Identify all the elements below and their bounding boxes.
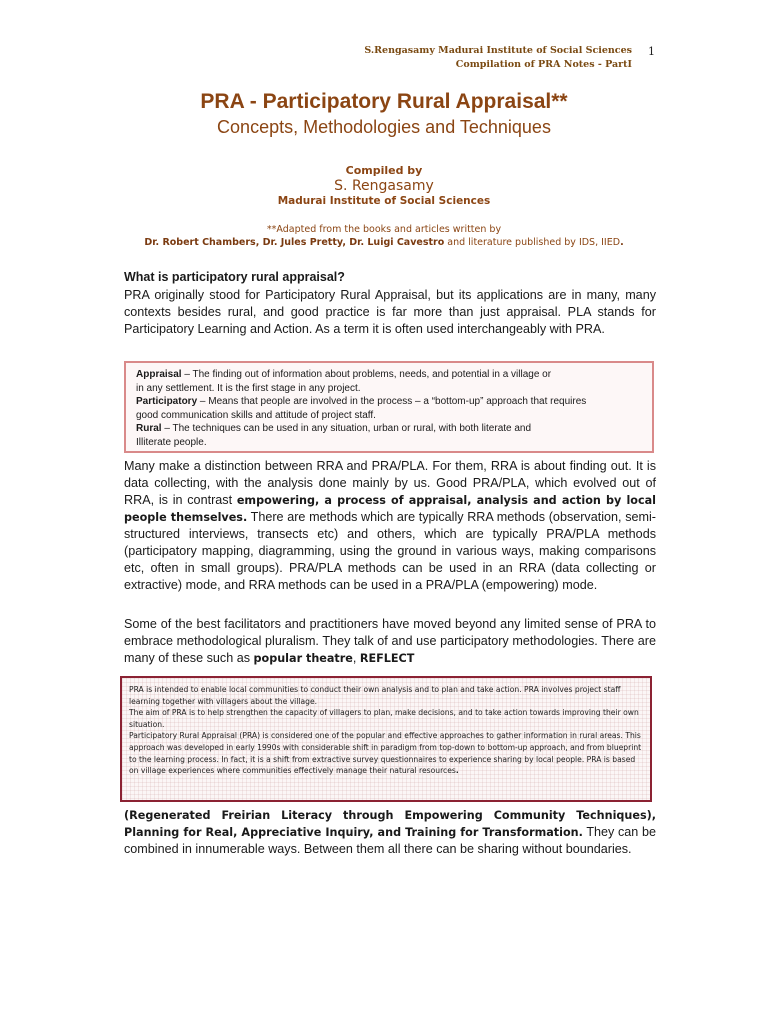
- compiled-by-label: Compiled by: [345, 164, 423, 177]
- source-credits: [0, 237, 768, 248]
- paragraph-text: ,: [352, 651, 360, 665]
- summary-paragraph: PRA is intended to enable local communities to conduct their own analysis and to plan and take action. PRA involves project staff learning together with villagers about the village.: [129, 685, 621, 706]
- paragraph-emphasis: (Regenerated Freirian Literacy through Empowering Community Techniques), Planning for Real, Appreciative Inquiry, and Training for Transformation.: [124, 809, 656, 839]
- pra-summary-box: [120, 676, 652, 802]
- definition-rural: [136, 422, 644, 436]
- author-name: S. Rengasamy: [334, 178, 434, 194]
- source-publishers: and literature published by IDS, IIED: [444, 237, 621, 248]
- definitions-box: [124, 361, 654, 453]
- definition-appraisal: [136, 368, 644, 382]
- document-subtitle: Concepts, Methodologies and Techniques: [217, 117, 551, 137]
- paragraph-emphasis: empowering, a process of appraisal, analysis and action by local people themselves.: [124, 494, 656, 524]
- source-period: .: [620, 237, 624, 248]
- definition-text: – Means that people are involved in the process – a “bottom-up” approach that requires: [197, 396, 587, 407]
- definition-participatory: [136, 395, 644, 409]
- running-header: [364, 44, 632, 72]
- paragraph-text: They can be combined in innumerable ways. Between them all there can be sharing without boundaries.: [124, 825, 656, 856]
- paragraph-emphasis: popular theatre: [253, 652, 353, 665]
- page-number: 1: [648, 45, 655, 58]
- author-institute: Madurai Institute of Social Sciences: [277, 195, 491, 207]
- summary-text: Participatory Rural Appraisal (PRA) is considered one of the popular and effective approaches to gather information in rural areas. This approach was developed in early 1990s with considerable shift in paradigm from top-down to bottom-up approach, and from blueprint to the learning process. In fact, it is a shift from extractive survey questionnaires to experience sharing by local people. PRA is based on village experiences where communities effectively manage their natural resources: [129, 731, 642, 776]
- summary-paragraph: The aim of PRA is to help strengthen the capacity of villagers to plan, make decisions, and to take action towards improving their own situation.: [129, 708, 639, 729]
- intro-paragraph: PRA originally stood for Participatory Rural Appraisal, but its applications are in many, many contexts besides rural, and good practice is far more than just appraisal. PLA stands for Participatory Learning and Action. As a term it is often used interchangeably with PRA.: [124, 288, 656, 336]
- definition-term: Rural: [136, 423, 162, 434]
- definition-text-cont: in any settlement. It is the first stage in any project.: [136, 382, 361, 394]
- adapted-note: **Adapted from the books and articles written by: [266, 224, 502, 235]
- definition-term: Participatory: [136, 396, 198, 407]
- rra-pra-paragraph: [124, 458, 656, 594]
- header-compilation: Compilation of PRA Notes - PartI: [455, 59, 632, 70]
- summary-paragraph: [129, 730, 644, 776]
- definition-text-cont: Illiterate people.: [136, 436, 207, 448]
- pluralism-paragraph: [124, 616, 656, 667]
- header-institute: S.Rengasamy Madurai Institute of Social Sciences: [364, 45, 632, 56]
- document-title: PRA - Participatory Rural Appraisal**: [200, 90, 568, 113]
- definition-text: – The finding out of information about problems, needs, and potential in a village or: [181, 369, 552, 380]
- paragraph-text: Many make a distinction between RRA and PRA/PLA. For them, RRA is about finding out. It is data collecting, with the analysis done mainly by us. Good PRA/PLA, which evolved out of RRA, is in contrast: [124, 459, 656, 507]
- methodologies-paragraph: [124, 807, 656, 858]
- paragraph-text: Some of the best facilitators and practitioners have moved beyond any limited sense of PRA to embrace methodological pluralism. They talk of and use participatory methodologies. There are many of these such as: [124, 617, 656, 665]
- section-heading: What is participatory rural appraisal?: [124, 270, 345, 284]
- definition-text-cont: good communication skills and attitude of project staff.: [136, 409, 376, 421]
- source-authors: Dr. Robert Chambers, Dr. Jules Pretty, Dr. Luigi Cavestro: [144, 237, 445, 248]
- definition-term: Appraisal: [136, 369, 182, 380]
- paragraph-text: There are methods which are typically RRA methods (observation, semi-structured interviews, transects etc) and others, which are typically PRA/PLA methods (participatory mapping, diagramming, using the ground in various ways, making comparisons etc, often in small groups). PRA/PLA methods can be used in an RRA (data collecting or extractive) mode, and RRA methods can be used in a PRA/PLA (empowering) mode.: [124, 510, 656, 592]
- paragraph-emphasis: REFLECT: [359, 652, 415, 665]
- summary-period: .: [455, 766, 459, 776]
- definition-text: – The techniques can be used in any situation, urban or rural, with both literate and: [161, 423, 532, 434]
